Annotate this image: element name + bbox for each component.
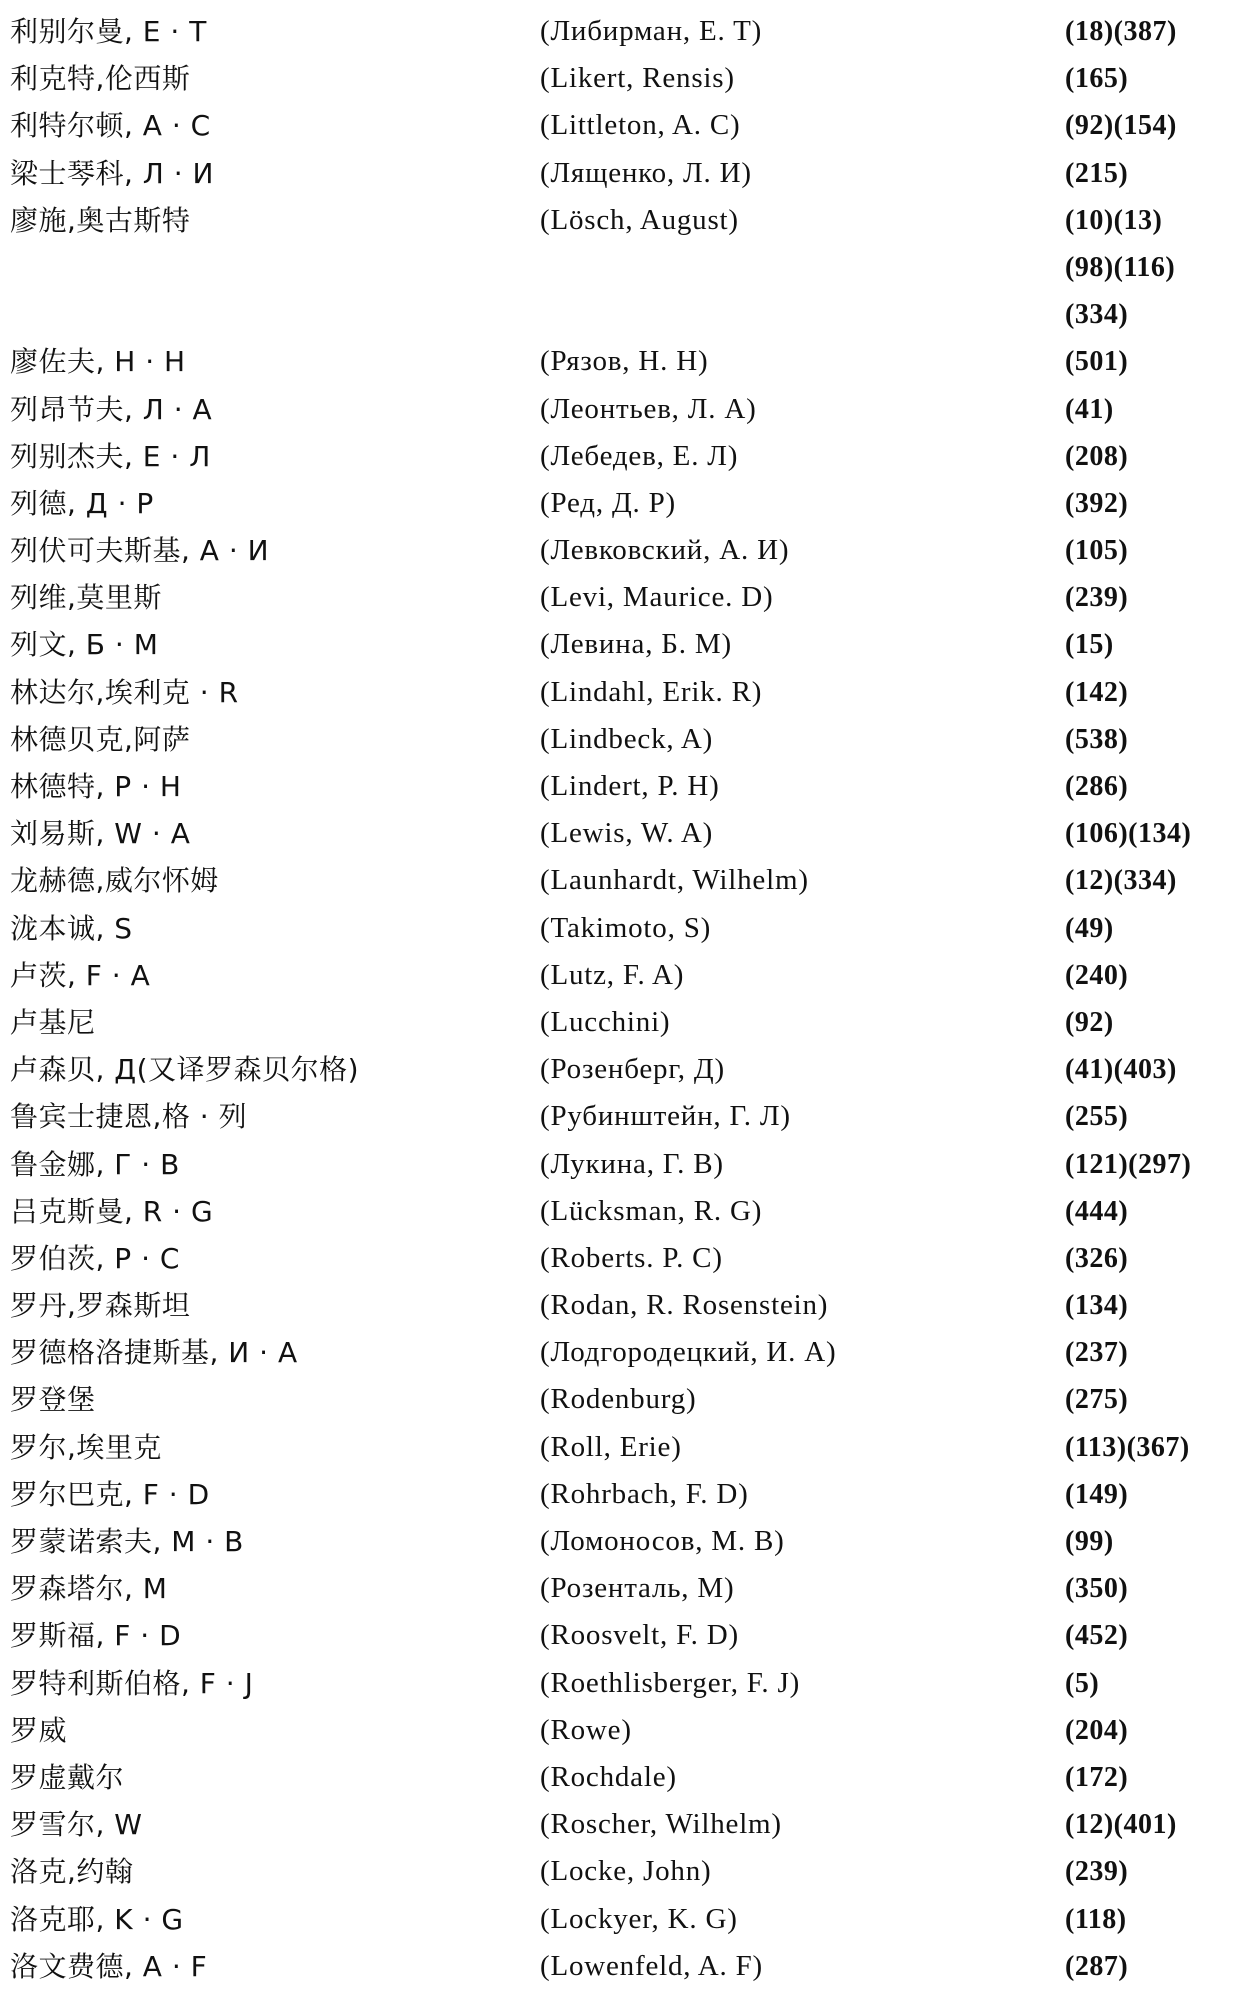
index-entry-row (10, 1943, 1230, 1990)
chinese-name: 列别杰夫, Е · Л (10, 439, 211, 473)
index-entry-row (10, 1093, 1230, 1140)
original-name: (Roscher, Wilhelm) (540, 1808, 782, 1841)
page-references: (392) (1065, 487, 1129, 519)
page-references: (18)(387) (1065, 16, 1177, 47)
chinese-name: 罗丹,罗森斯坦 (10, 1289, 191, 1323)
chinese-name: 泷本诚, S (10, 911, 133, 945)
page-references: (98)(116) (1065, 251, 1176, 283)
index-entry-row (10, 527, 1230, 574)
page-references: (41)(403) (1065, 1054, 1177, 1086)
page-references: (118) (1065, 1903, 1127, 1935)
index-entry-row (10, 716, 1230, 763)
index-entry-row (10, 1896, 1230, 1943)
index-entry-row (10, 1141, 1230, 1188)
original-name: (Lücksman, R. G) (540, 1194, 763, 1227)
original-name: (Леонтьев, Л. А) (540, 392, 757, 425)
page-references: (134) (1065, 1290, 1129, 1322)
index-entry-row (10, 197, 1230, 244)
page-references: (501) (1065, 346, 1129, 378)
original-name: (Levi, Maurice. D) (540, 581, 774, 614)
chinese-name: 列文, Б · М (10, 628, 159, 662)
name-index-list (10, 8, 1230, 1990)
chinese-name: 罗森塔尔, М (10, 1572, 168, 1606)
index-entry-row (10, 1424, 1230, 1471)
page-references: (12)(334) (1065, 865, 1177, 897)
page-references: (287) (1065, 1950, 1129, 1982)
index-entry-row (10, 338, 1230, 385)
index-entry-row (10, 386, 1230, 433)
chinese-name: 林德特, P · H (10, 770, 182, 803)
chinese-name: 罗伯茨, P · C (10, 1241, 180, 1275)
index-entry-row (10, 55, 1230, 102)
index-entry-row (10, 1188, 1230, 1235)
index-entry-row (10, 244, 1230, 291)
chinese-name: 卢基尼 (10, 1005, 96, 1039)
page-references: (240) (1065, 959, 1129, 991)
index-entry-row (10, 1518, 1230, 1565)
original-name: (Lindahl, Erik. R) (540, 675, 763, 708)
chinese-name: 罗虚戴尔 (10, 1760, 125, 1794)
chinese-name: 廖佐夫, Н · Н (10, 345, 186, 379)
index-entry-row (10, 574, 1230, 621)
chinese-name: 罗尔,埃里克 (10, 1430, 162, 1464)
page-references: (165) (1065, 63, 1129, 95)
chinese-name: 林达尔,埃利克 · R (10, 675, 239, 709)
page-references: (538) (1065, 723, 1129, 755)
index-entry-row (10, 1471, 1230, 1518)
original-name: (Рязов, Н. Н) (540, 345, 709, 378)
chinese-name: 廖施,奥古斯特 (10, 203, 191, 237)
page-references: (10)(13) (1065, 204, 1163, 236)
original-name: (Rodenburg) (540, 1383, 697, 1416)
original-name: (Lockyer, K. G) (540, 1902, 738, 1935)
original-name: (Лукина, Г. В) (540, 1147, 724, 1180)
chinese-name: 罗威 (10, 1713, 68, 1747)
original-name: (Либирман, E. T) (540, 15, 763, 47)
original-name: (Lindbeck, A) (540, 722, 714, 755)
original-name: (Лященко, Л. И) (540, 156, 752, 189)
page-references: (215) (1065, 157, 1129, 189)
page-references: (12)(401) (1065, 1809, 1177, 1841)
page-references: (286) (1065, 771, 1129, 802)
original-name: (Roberts. P. C) (540, 1241, 723, 1274)
index-entry-row (10, 857, 1230, 904)
index-entry-row (10, 952, 1230, 999)
original-name: (Lewis, W. A) (540, 817, 714, 850)
original-name: (Розенталь, М) (540, 1572, 735, 1605)
chinese-name: 刘易斯, W · A (10, 817, 191, 851)
original-name: (Лебедев, Е. Л) (540, 439, 739, 472)
index-entry-row (10, 1376, 1230, 1423)
page-references: (275) (1065, 1384, 1129, 1416)
index-entry-row (10, 102, 1230, 149)
index-entry-row (10, 1046, 1230, 1093)
index-entry-row (10, 669, 1230, 716)
index-entry-row (10, 810, 1230, 857)
chinese-name: 利别尔曼, E · T (10, 15, 207, 48)
page-references: (149) (1065, 1478, 1129, 1510)
original-name: (Roll, Erie) (540, 1430, 682, 1463)
original-name: (Roosvelt, F. D) (540, 1619, 739, 1652)
original-name: (Ломоносов, М. В) (540, 1525, 785, 1557)
original-name: (Roethlisberger, F. J) (540, 1666, 801, 1699)
chinese-name: 林德贝克,阿萨 (10, 722, 191, 756)
chinese-name: 罗蒙诺索夫, М · В (10, 1525, 244, 1558)
index-entry-row (10, 480, 1230, 527)
index-entry-row (10, 999, 1230, 1046)
chinese-name: 洛克耶, K · G (10, 1902, 184, 1936)
index-entry-row (10, 1848, 1230, 1895)
chinese-name: 列伏可夫斯基, А · И (10, 534, 270, 568)
original-name: (Takimoto, S) (540, 911, 712, 944)
original-name: (Rodan, R. Rosenstein) (540, 1289, 829, 1322)
original-name: (Левковский, А. И) (540, 534, 790, 567)
original-name: (Rochdale) (540, 1760, 677, 1793)
index-entry-row (10, 763, 1230, 810)
original-name: (Likert, Rensis) (540, 62, 735, 95)
chinese-name: 罗尔巴克, F · D (10, 1477, 210, 1511)
original-name: (Littleton, A. C) (540, 109, 741, 142)
index-entry-row (10, 1282, 1230, 1329)
chinese-name: 卢森贝, Д(又译罗森贝尔格) (10, 1053, 360, 1087)
chinese-name: 罗雪尔, W (10, 1808, 143, 1842)
chinese-name: 洛克,约翰 (10, 1855, 134, 1889)
original-name: (Rohrbach, F. D) (540, 1477, 749, 1510)
index-entry-row (10, 1235, 1230, 1282)
index-entry-row (10, 433, 1230, 480)
index-entry-row (10, 1801, 1230, 1848)
page-references: (41) (1065, 393, 1114, 425)
original-name: (Lösch, August) (540, 203, 739, 236)
page-references: (49) (1065, 912, 1114, 944)
chinese-name: 列德, Д · Р (10, 486, 154, 520)
original-name: (Левина, Б. М) (540, 628, 732, 661)
original-name: (Розенберг, Д) (540, 1053, 725, 1086)
index-entry-row (10, 1754, 1230, 1801)
page-references: (15) (1065, 629, 1114, 661)
index-entry-row (10, 621, 1230, 668)
page-references: (239) (1065, 582, 1129, 614)
chinese-name: 鲁金娜, Г · В (10, 1147, 180, 1181)
original-name: (Рубинштейн, Г. Л) (540, 1100, 791, 1133)
original-name: (Lucchini) (540, 1005, 671, 1038)
original-name: (Rowe) (540, 1713, 632, 1746)
original-name: (Лодгородецкий, И. А) (540, 1336, 837, 1369)
page-references: (106)(134) (1065, 818, 1192, 850)
chinese-name: 龙赫德,威尔怀姆 (10, 864, 219, 898)
chinese-name: 吕克斯曼, R · G (10, 1194, 214, 1228)
page-references: (142) (1065, 676, 1129, 708)
original-name: (Launhardt, Wilhelm) (540, 864, 809, 897)
chinese-name: 卢茨, F · A (10, 958, 151, 992)
chinese-name: 列昂节夫, Л · А (10, 392, 213, 426)
chinese-name: 鲁宾士捷恩,格 · 列 (10, 1100, 248, 1134)
page-references: (239) (1065, 1856, 1129, 1888)
page-references: (334) (1065, 299, 1129, 331)
page-references: (255) (1065, 1101, 1129, 1133)
page-references: (444) (1065, 1195, 1129, 1227)
index-entry-row (10, 1612, 1230, 1659)
index-entry-row (10, 1660, 1230, 1707)
index-entry-row (10, 1707, 1230, 1754)
page-references: (121)(297) (1065, 1148, 1192, 1180)
index-entry-row (10, 291, 1230, 338)
chinese-name: 列维,莫里斯 (10, 581, 162, 615)
index-entry-row (10, 8, 1230, 55)
index-entry-row (10, 1329, 1230, 1376)
page-references: (208) (1065, 440, 1129, 472)
index-entry-row (10, 905, 1230, 952)
original-name: (Lowenfeld, A. F) (540, 1949, 764, 1982)
page-references: (113)(367) (1065, 1431, 1190, 1463)
index-entry-row (10, 150, 1230, 197)
chinese-name: 罗德格洛捷斯基, И · А (10, 1336, 298, 1370)
chinese-name: 罗特利斯伯格, F · J (10, 1666, 254, 1700)
index-entry-row (10, 1565, 1230, 1612)
original-name: (Locke, John) (540, 1855, 712, 1888)
chinese-name: 罗斯福, F · D (10, 1619, 182, 1653)
page-references: (92) (1065, 1006, 1114, 1038)
chinese-name: 利克特,伦西斯 (10, 62, 191, 96)
page-references: (172) (1065, 1761, 1129, 1793)
chinese-name: 利特尔顿, A · C (10, 109, 211, 143)
page-references: (452) (1065, 1620, 1129, 1652)
page-references: (204) (1065, 1714, 1129, 1746)
page-references: (5) (1065, 1667, 1100, 1699)
original-name: (Lindert, P. H) (540, 770, 720, 802)
page-references: (237) (1065, 1337, 1129, 1369)
page-references: (105) (1065, 535, 1129, 567)
chinese-name: 梁士琴科, Л · И (10, 156, 215, 190)
page-references: (92)(154) (1065, 110, 1177, 142)
page-references: (326) (1065, 1242, 1129, 1274)
chinese-name: 罗登堡 (10, 1383, 96, 1417)
page-references: (350) (1065, 1573, 1129, 1605)
page-references: (99) (1065, 1526, 1114, 1557)
original-name: (Lutz, F. A) (540, 958, 685, 991)
chinese-name: 洛文费德, A · F (10, 1949, 208, 1983)
original-name: (Ред, Д. Р) (540, 486, 677, 519)
